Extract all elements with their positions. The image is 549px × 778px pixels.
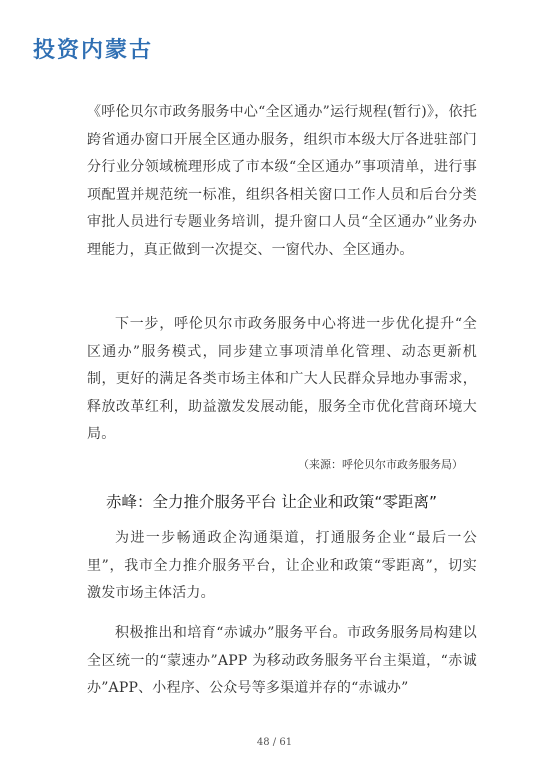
source-note: （来源：呼伦贝尔市政务服务局）	[298, 458, 463, 471]
brand-title: 投资内蒙古	[33, 38, 154, 63]
section-heading: 赤峰：全力推介服务平台 让企业和政策“零距离”	[106, 493, 437, 511]
paragraph-4: 积极推出和培育“赤诚办”服务平台。市政务服务局构建以全区统一的“蒙速办”APP 为移动政务服务平台主渠道，“赤诚办”APP、小程序、公众号等多渠道并存的“赤诚办”	[87, 625, 477, 697]
page-number: 48 / 61	[256, 737, 293, 748]
paragraph-3: 为进一步畅通政企沟通渠道，打通服务企业“最后一公里”，我市全力推介服务平台，让企业和政策“零距离”，切实激发市场主体活力。	[87, 530, 477, 602]
paragraph-2: 下一步，呼伦贝尔市政务服务中心将进一步优化提升“全区通办”服务模式，同步建立事项清单化管理、动态更新机制，更好的满足各类市场主体和广大人民群众异地办事需求，释放改革红利，助益激发发展动能，服务全市优化营商环境大局。	[87, 316, 477, 443]
paragraph-1: 《呼伦贝尔市政务服务中心“全区通办”运行规程(暂行)》，依托跨省通办窗口开展全区通办服务，组织市本级大厅各进驻部门分行业分领域梳理形成了市本级“全区通办”事项清单，进行事项配置并规范统一标准，组织各相关窗口工作人员和后台分类审批人员进行专题业务培训，提升窗口人员“全区通办”业务办理能力，真正做到一次提交、一窗代办、全区通办。	[87, 104, 477, 258]
